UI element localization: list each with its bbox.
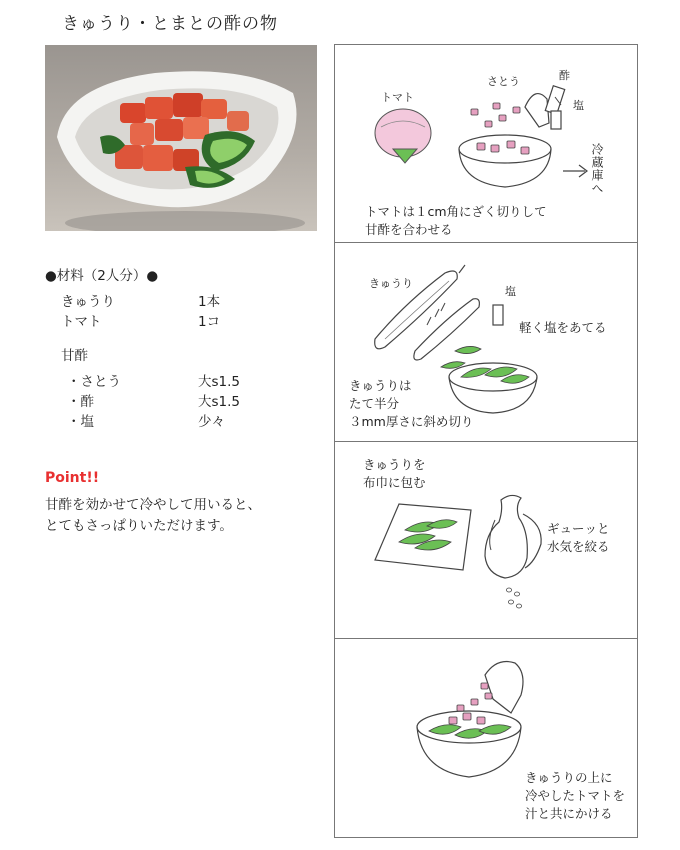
dish-photo xyxy=(45,45,317,231)
step-panel-1 xyxy=(334,44,638,243)
step-1-caption: 甘酢を合わせる xyxy=(365,222,453,237)
ingredient-qty: 1本 xyxy=(198,294,221,310)
step-panel-3 xyxy=(334,442,638,639)
step-2-caption: ３mm厚さに斜め切り xyxy=(349,414,474,429)
ingredient-qty: 大s1.5 xyxy=(198,394,241,410)
point-line: 甘酢を効かせて冷やして用いると、 xyxy=(45,497,261,513)
step-1-caption: トマトは１cm角にざく切りして xyxy=(365,204,547,219)
step-3-caption: きゅうりを xyxy=(363,457,426,472)
ingredients xyxy=(45,264,241,430)
ingredient-row xyxy=(45,410,225,430)
point-line: とてもさっぱりいただけます。 xyxy=(45,518,233,534)
ingredient-row xyxy=(45,290,221,310)
squeeze-label: 水気を絞る xyxy=(547,539,610,554)
sugar-label: さとう xyxy=(487,75,520,88)
sub-heading: 甘酢 xyxy=(61,348,88,364)
step-panels xyxy=(334,44,638,838)
ingredient-name: ・塩 xyxy=(67,414,94,430)
step-4-caption: 冷やしたトマトを xyxy=(525,788,626,803)
salting-label: 軽く塩をあてる xyxy=(519,320,607,335)
ingredient-name: トマト xyxy=(61,314,102,330)
page-title: きゅうり・とまとの酢の物 xyxy=(62,14,278,34)
step-4-caption: きゅうりの上に xyxy=(525,770,613,785)
squeeze-label: ギューッと xyxy=(547,521,610,536)
salt-label: 塩 xyxy=(505,285,516,298)
ingredient-qty: 少々 xyxy=(198,414,225,430)
ingredients-heading: ●材料（2人分）● xyxy=(45,268,159,284)
ingredient-row xyxy=(45,310,221,330)
vinegar-label: 酢 xyxy=(559,69,570,82)
step-4-caption: 汁と共にかける xyxy=(525,806,613,821)
step-2-caption: たて半分 xyxy=(349,396,400,411)
ingredient-name: ・酢 xyxy=(67,394,94,410)
ingredient-name: きゅうり xyxy=(61,294,115,310)
fridge-label: 冷蔵庫へ xyxy=(590,143,604,195)
ingredient-name: ・さとう xyxy=(67,374,121,390)
point-label: Point!! xyxy=(45,470,100,486)
point-text xyxy=(45,495,320,537)
ingredient-row xyxy=(45,390,241,410)
step-2-caption: きゅうりは xyxy=(349,378,412,393)
tomato-label: トマト xyxy=(381,91,414,104)
ingredient-row xyxy=(45,370,241,390)
cucumber-label: きゅうり xyxy=(369,277,413,290)
step-3-caption: 布巾に包む xyxy=(363,475,426,490)
step-panel-4 xyxy=(334,639,638,838)
ingredient-qty: 1コ xyxy=(198,314,221,330)
step-panel-2 xyxy=(334,243,638,442)
salt-label: 塩 xyxy=(573,99,584,112)
ingredient-qty: 大s1.5 xyxy=(198,374,241,390)
